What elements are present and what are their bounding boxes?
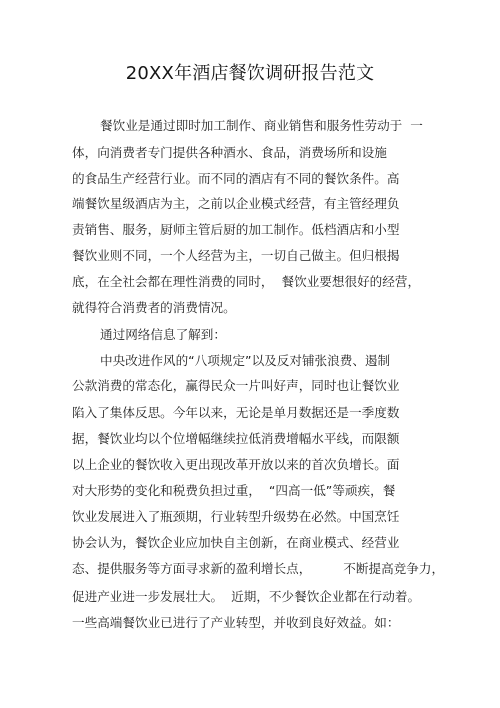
paragraph-line: 就得符合消费者的消费情况。 [72,300,236,315]
paragraph-line: 协会认为，餐饮企业应加快自主创新，在商业模式、经营业 [72,535,400,550]
paragraph-line: 餐饮业则不同，一个人经营为主，一切自己做主。但归根揭 [72,248,400,263]
paragraph-line: 端餐饮星级酒店为主，之前以企业模式经营，有主管经理负 [72,196,400,211]
paragraph-line: 公款消费的常态化，赢得民众一片叫好声，同时也让餐饮业 [72,378,400,393]
paragraph-line: 的食品生产经营行业。而不同的酒店有不同的餐饮条件。高 [72,171,400,186]
paragraph-line: 饮业发展进入了瓶颈期，行业转型升级势在必然。中国烹饪 [72,509,400,524]
paragraph-line: 体，向消费者专门提供各种酒水、食品，消费场所和设施 [72,145,387,160]
paragraph-line: 促进产业进一步发展壮大。 近期，不少餐饮企业都在行动着。 [72,589,421,604]
paragraph-line: 陷入了集体反思。今年以来，无论是单月数据还是一季度数 [72,405,400,420]
paragraph-line: 餐饮业是通过即时加工制作、商业销售和服务性劳动于 一 [100,118,423,133]
paragraph-line: 通过网络信息了解到： [100,327,226,342]
paragraph-line: 对大形势的变化和税费负担过重， “四高一低”等顽疾，餐 [72,483,396,498]
page-title: 20XX年酒店餐饮调研报告范文 [125,63,375,84]
paragraph-line: 据，餐饮业均以个位增幅继续拉低消费增幅水平线，而限额 [72,431,400,446]
paragraph-line: 以上企业的餐饮收入更出现改革开放以来的首次负增长。面 [72,457,400,472]
paragraph-line: 责销售、服务，厨师主管后厨的加工制作。低档酒店和小型 [72,222,400,237]
paragraph-line: 态、提供服务等方面寻求新的盈利增长点， 不断提高竞争力， [72,561,445,576]
paragraph-line: 中央改进作风的“八项规定”以及反对铺张浪费、遏制 [100,353,391,368]
paragraph-line: 底，在全社会都在理性消费的同时， 餐饮业要想很好的经营， [72,274,421,289]
paragraph-line: 一些高端餐饮业已进行了产业转型，并收到良好效益。如： [72,615,400,630]
